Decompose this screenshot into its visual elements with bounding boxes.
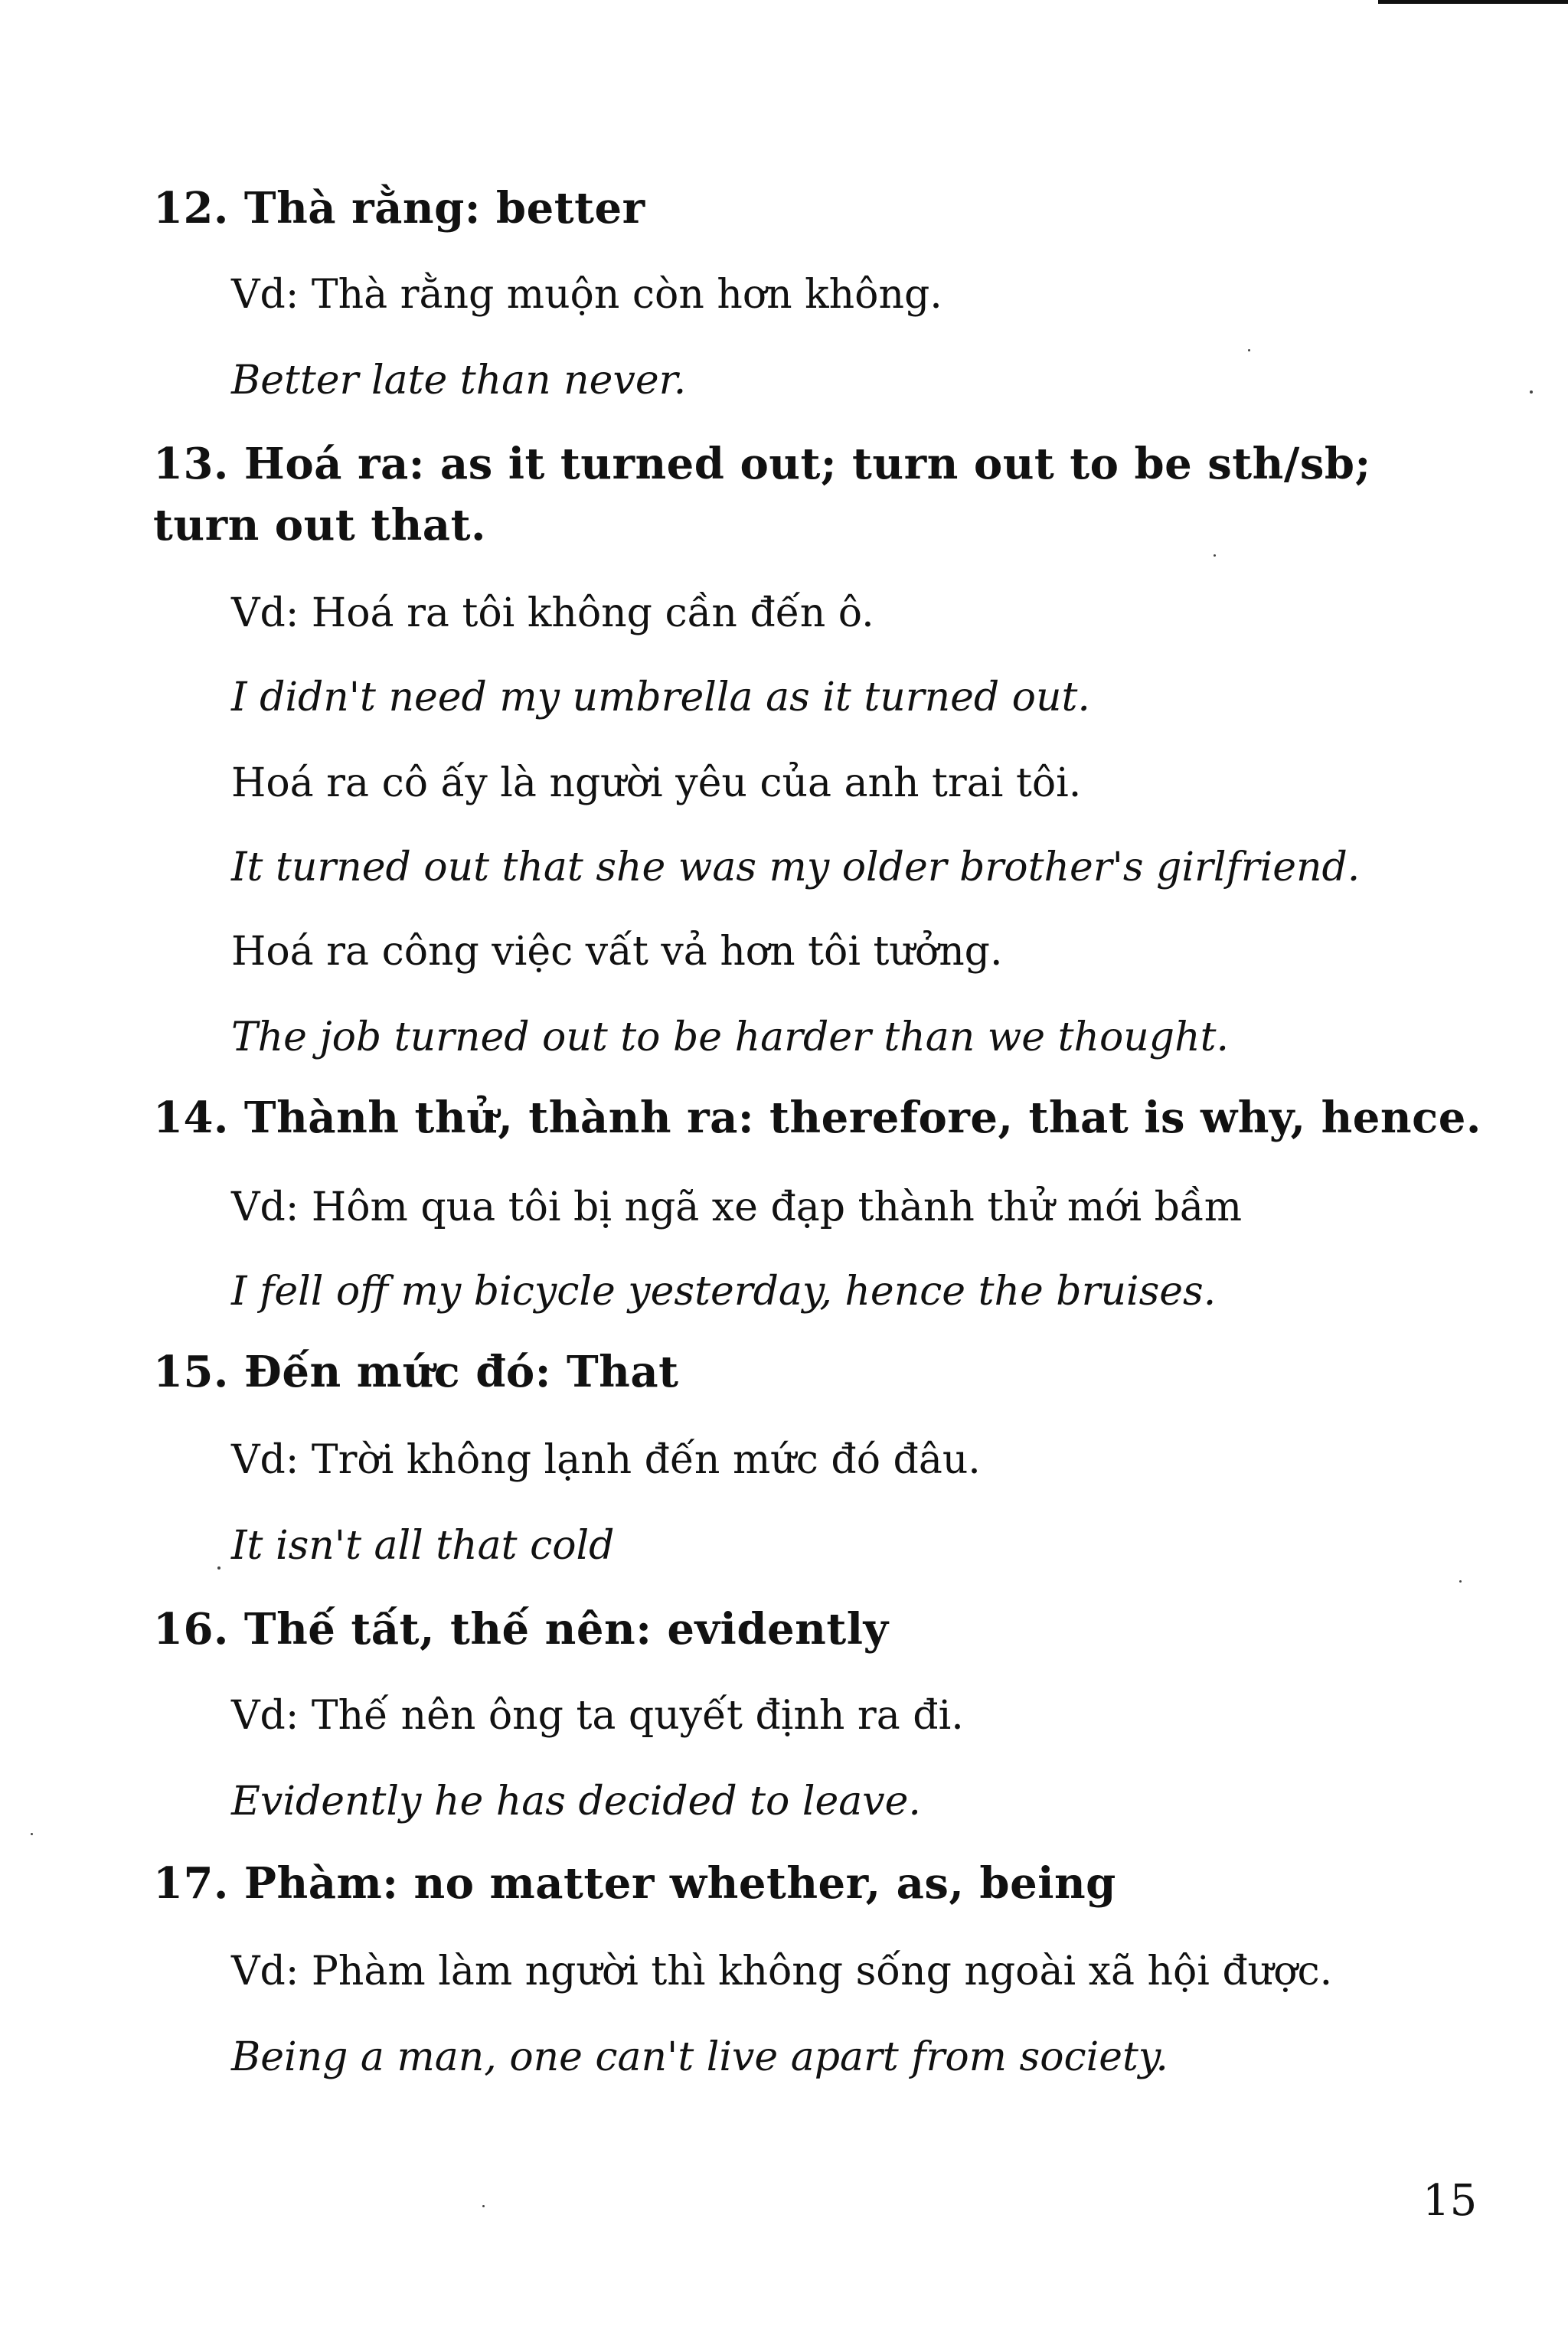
- entry-14-vietnamese-example: Vd: Hôm qua tôi bị ngã xe đạp thành thử mới bầm: [231, 1184, 1243, 1230]
- entry-16-heading: 16. Thế tất, thế nên: evidently: [153, 1604, 889, 1655]
- scan-speck: [1459, 1580, 1462, 1583]
- entry-15-heading: 15. Đến mức đó: That: [153, 1347, 679, 1397]
- scan-speck: [217, 1566, 220, 1570]
- entry-13-english-translation-3: The job turned out to be harder than we thought.: [231, 1014, 1229, 1060]
- entry-12-vietnamese-example: Vd: Thà rằng muộn còn hơn không.: [231, 272, 942, 318]
- scan-speck: [1214, 554, 1216, 557]
- entry-15-vietnamese-example: Vd: Trời không lạnh đến mức đó đâu.: [231, 1437, 981, 1483]
- page-number: 15: [1423, 2176, 1478, 2226]
- entry-13-vietnamese-example-3: Hoá ra công việc vất vả hơn tôi tưởng.: [231, 929, 1003, 975]
- scan-speck: [31, 1833, 33, 1835]
- entry-13-vietnamese-example-1: Vd: Hoá ra tôi không cần đến ô.: [231, 590, 874, 636]
- entry-13-heading: 13. Hoá ra: as it turned out; turn out to be sth/sb; turn out that.: [153, 439, 1371, 550]
- entry-16-vietnamese-example: Vd: Thế nên ông ta quyết định ra đi.: [231, 1693, 964, 1739]
- entry-12-heading: 12. Thà rằng: better: [153, 183, 645, 234]
- entry-14-heading: 14. Thành thử, thành ra: therefore, that is why, hence.: [153, 1093, 1481, 1143]
- entry-17-english-translation: Being a man, one can't live apart from society.: [231, 2034, 1168, 2080]
- top-edge-rule: [1378, 0, 1568, 4]
- entry-12-english-translation: Better late than never.: [231, 358, 687, 403]
- scan-speck: [1530, 390, 1533, 394]
- entry-17-vietnamese-example: Vd: Phàm làm người thì không sống ngoài xã hội được.: [231, 1949, 1333, 1994]
- entry-13-vietnamese-example-2: Hoá ra cô ấy là người yêu của anh trai tôi.: [231, 760, 1082, 806]
- entry-15-english-translation: It isn't all that cold: [231, 1523, 615, 1569]
- entry-16-english-translation: Evidently he has decided to leave.: [231, 1779, 921, 1824]
- entry-14-english-translation: I fell off my bicycle yesterday, hence the bruises.: [231, 1269, 1217, 1315]
- scan-speck: [1248, 349, 1250, 351]
- entry-13-english-translation-2: It turned out that she was my older brother's girlfriend.: [231, 844, 1361, 890]
- entry-13-english-translation-1: I didn't need my umbrella as it turned out.: [231, 675, 1090, 720]
- entry-17-heading: 17. Phàm: no matter whether, as, being: [153, 1858, 1116, 1909]
- scan-speck: [482, 2205, 485, 2207]
